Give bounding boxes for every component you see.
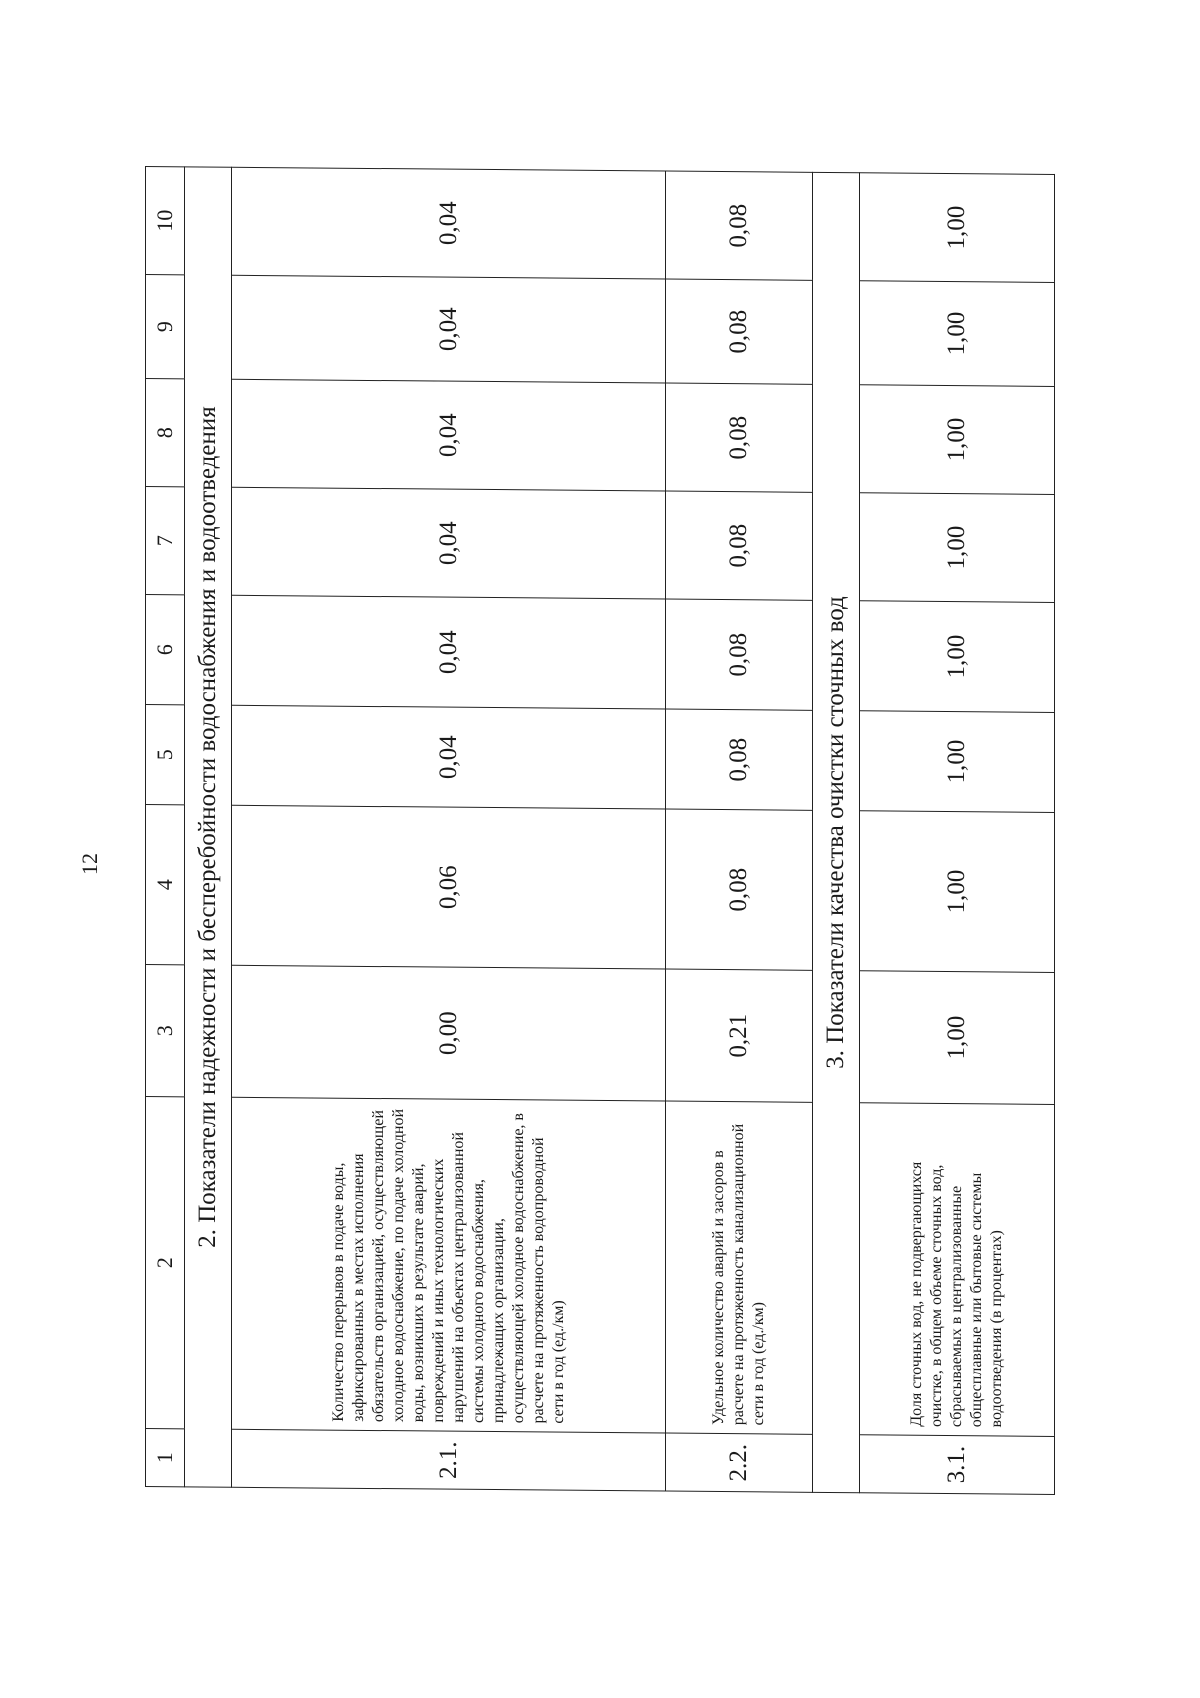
section-3-title: 3. Показатели качества очистки сточных вод [813, 172, 860, 1492]
table-row-2-2 [666, 171, 813, 1492]
row-description: Удельное количество аварий и засоров в расчете на протяженность канализационной сети в год (ед./км) [666, 1101, 813, 1434]
value-cell: 0,08 [666, 383, 813, 492]
value-cell: 0,04 [232, 379, 666, 491]
header-cell-6: 6 [146, 595, 185, 705]
indicator-table-rotated [145, 167, 1025, 1495]
header-cell-9: 9 [146, 275, 185, 379]
header-cell-2: 2 [146, 1097, 185, 1429]
row-number: 2.2. [666, 1433, 813, 1492]
table-row-2-1 [232, 167, 666, 1491]
row-number: 2.1. [232, 1429, 666, 1491]
section-2-title: 2. Показатели надежности и бесперебойности водоснабжения и водоотведения [185, 167, 232, 1487]
header-cell-5: 5 [146, 705, 185, 805]
value-cell: 1,00 [860, 281, 1055, 387]
value-cell: 0,04 [232, 167, 666, 279]
value-cell: 1,00 [860, 601, 1055, 713]
indicator-table [145, 166, 1055, 1495]
table-row-3-1 [860, 173, 1055, 1495]
value-cell: 1,00 [860, 971, 1055, 1105]
value-cell: 0,04 [232, 595, 666, 709]
page-number: 12 [77, 853, 102, 875]
row-description: Количество перерывов в подаче воды, зафиксированных в местах исполнения обязательств организацией, осуществляющей холодное водоснабжение, по подаче холодной воды, возникших в результате аварий, повреждений и иных технологических нарушений на объектах централизованной системы холодного водоснабжения, принадлежащих организации, осуществляющей холодное водоснабжение, в расчете на протяженность водопроводной сети в год (ед./км) [232, 1097, 666, 1433]
section-2-row [185, 167, 232, 1487]
value-cell: 0,04 [232, 275, 666, 383]
value-cell: 0,08 [666, 709, 813, 810]
value-cell: 1,00 [860, 385, 1055, 495]
value-cell: 1,00 [860, 711, 1055, 813]
header-cell-1: 1 [146, 1429, 185, 1487]
header-cell-8: 8 [146, 379, 185, 487]
row-description: Доля сточных вод, не подвергающихся очистке, в общем объеме сточных вод, сбрасываемых в централизованные общесплавные или бытовые системы водоотведения (в процентах) [860, 1103, 1055, 1437]
header-cell-10: 10 [146, 167, 185, 275]
value-cell: 1,00 [860, 811, 1055, 973]
section-3-row [813, 172, 860, 1492]
value-cell: 0,21 [666, 969, 813, 1102]
value-cell: 0,08 [666, 171, 813, 280]
value-cell: 0,00 [232, 965, 666, 1101]
value-cell: 0,06 [232, 805, 666, 969]
value-cell: 0,08 [666, 809, 813, 970]
value-cell: 1,00 [860, 493, 1055, 603]
header-cell-4: 4 [146, 805, 185, 965]
value-cell: 0,08 [666, 599, 813, 710]
value-cell: 1,00 [860, 173, 1055, 283]
value-cell: 0,08 [666, 491, 813, 600]
row-number: 3.1. [860, 1435, 1055, 1495]
value-cell: 0,08 [666, 279, 813, 384]
value-cell: 0,04 [232, 487, 666, 599]
header-cell-3: 3 [146, 965, 185, 1097]
header-cell-7: 7 [146, 487, 185, 595]
value-cell: 0,04 [232, 705, 666, 809]
header-row [146, 167, 185, 1487]
